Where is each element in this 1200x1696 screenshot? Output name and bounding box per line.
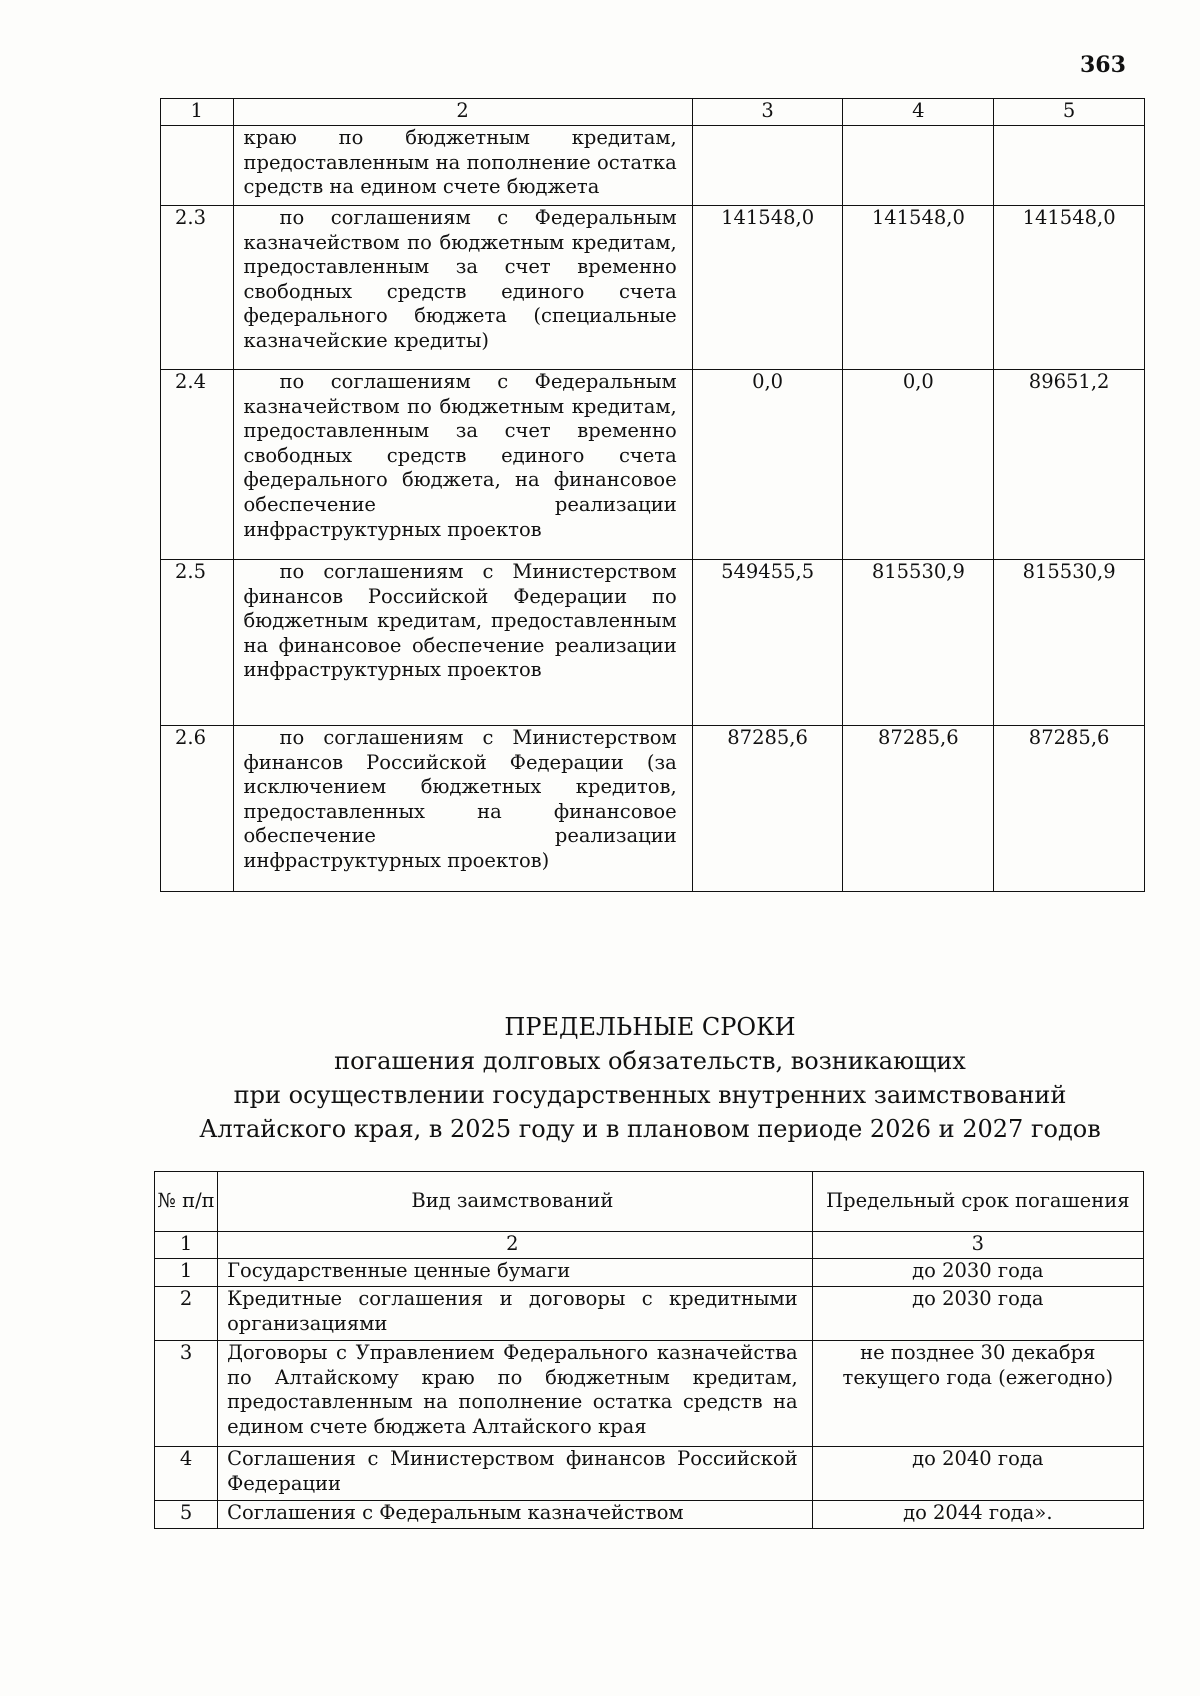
value-2026: 815530,9 [843, 560, 994, 726]
table-row [155, 1259, 1144, 1287]
repayment-term: не позднее 30 декабря текущего года (ежегодно) [812, 1341, 1143, 1447]
borrowing-type: Кредитные соглашения и договоры с кредитными организациями [218, 1287, 813, 1341]
table-row [161, 126, 1145, 206]
header-cell: 2 [233, 99, 692, 126]
page-number: 363 [1080, 52, 1126, 78]
row-text: по соглашениям с Федеральным казначейством по бюджетным кредитам, предоставленным за счет временно свободных средств единого счета федерального бюджета (специальные казначейские кредиты) [233, 206, 692, 370]
borrowing-type: Соглашения с Министерством финансов Российской Федерации [218, 1447, 813, 1501]
row-text: по соглашениям с Министерством финансов Российской Федерации по бюджетным кредитам, предоставленным на финансовое обеспечение реализации инфраструктурных проектов [233, 560, 692, 726]
value-2027: 815530,9 [994, 560, 1145, 726]
borrowing-type: Государственные ценные бумаги [218, 1259, 813, 1287]
table-row [155, 1287, 1144, 1341]
row-number: 2.6 [161, 726, 234, 892]
header-cell: 4 [843, 99, 994, 126]
value-2026: 0,0 [843, 370, 994, 560]
row-number: 2.3 [161, 206, 234, 370]
column-numbers-row [155, 1232, 1144, 1259]
table-row [161, 206, 1145, 370]
repayment-term: до 2030 года [812, 1287, 1143, 1341]
header-repayment-term: Предельный срок погашения [812, 1172, 1143, 1232]
column-number: 3 [812, 1232, 1143, 1259]
table-row [161, 726, 1145, 892]
column-number: 2 [218, 1232, 813, 1259]
row-number: 2.4 [161, 370, 234, 560]
title-line: при осуществлении государственных внутренних заимствований [233, 1081, 1067, 1109]
row-text: по соглашениям с Федеральным казначейством по бюджетным кредитам, предоставленным за счет временно свободных средств единого счета федерального бюджета, на финансовое обеспечение реализации инфраструктурных проектов [233, 370, 692, 560]
repayment-term: до 2030 года [812, 1259, 1143, 1287]
row-number: 4 [155, 1447, 218, 1501]
table-row [155, 1447, 1144, 1501]
row-number: 1 [155, 1259, 218, 1287]
table-header-row [161, 99, 1145, 126]
table-row [155, 1501, 1144, 1529]
section-title [150, 1010, 1150, 1146]
header-borrowing-type: Вид заимствований [218, 1172, 813, 1232]
table-row [155, 1341, 1144, 1447]
budget-credits-table [160, 98, 1145, 892]
value-2025: 549455,5 [692, 560, 843, 726]
row-number: 5 [155, 1501, 218, 1529]
borrowing-type: Договоры с Управлением Федерального казначейства по Алтайскому краю по бюджетным кредитам, предоставленным на пополнение остатка средств на едином счете бюджета Алтайского края [218, 1341, 813, 1447]
value-2026: 87285,6 [843, 726, 994, 892]
header-cell: 1 [161, 99, 234, 126]
value-2025: 141548,0 [692, 206, 843, 370]
value-2026 [843, 126, 994, 206]
borrowing-type: Соглашения с Федеральным казначейством [218, 1501, 813, 1529]
value-2025: 87285,6 [692, 726, 843, 892]
repayment-terms-table [154, 1171, 1144, 1529]
value-2027: 87285,6 [994, 726, 1145, 892]
column-number: 1 [155, 1232, 218, 1259]
row-number [161, 126, 234, 206]
row-number: 2.5 [161, 560, 234, 726]
header-cell: 3 [692, 99, 843, 126]
table-row [161, 370, 1145, 560]
row-text: краю по бюджетным кредитам, предоставленным на пополнение остатка средств на едином счете бюджета [233, 126, 692, 206]
row-number: 3 [155, 1341, 218, 1447]
repayment-term: до 2040 года [812, 1447, 1143, 1501]
value-2025: 0,0 [692, 370, 843, 560]
table-row [161, 560, 1145, 726]
row-text: по соглашениям с Министерством финансов Российской Федерации (за исключением бюджетных кредитов, предоставленных на финансовое обеспечение реализации инфраструктурных проектов) [233, 726, 692, 892]
header-number: № п/п [155, 1172, 218, 1232]
title-heading: ПРЕДЕЛЬНЫЕ СРОКИ [504, 1013, 796, 1041]
title-line: погашения долговых обязательств, возникающих [334, 1047, 966, 1075]
row-number: 2 [155, 1287, 218, 1341]
value-2026: 141548,0 [843, 206, 994, 370]
value-2027 [994, 126, 1145, 206]
value-2027: 141548,0 [994, 206, 1145, 370]
header-cell: 5 [994, 99, 1145, 126]
value-2025 [692, 126, 843, 206]
title-line: Алтайского края, в 2025 году и в плановом периоде 2026 и 2027 годов [199, 1115, 1101, 1143]
table-header-row [155, 1172, 1144, 1232]
value-2027: 89651,2 [994, 370, 1145, 560]
repayment-term: до 2044 года». [812, 1501, 1143, 1529]
